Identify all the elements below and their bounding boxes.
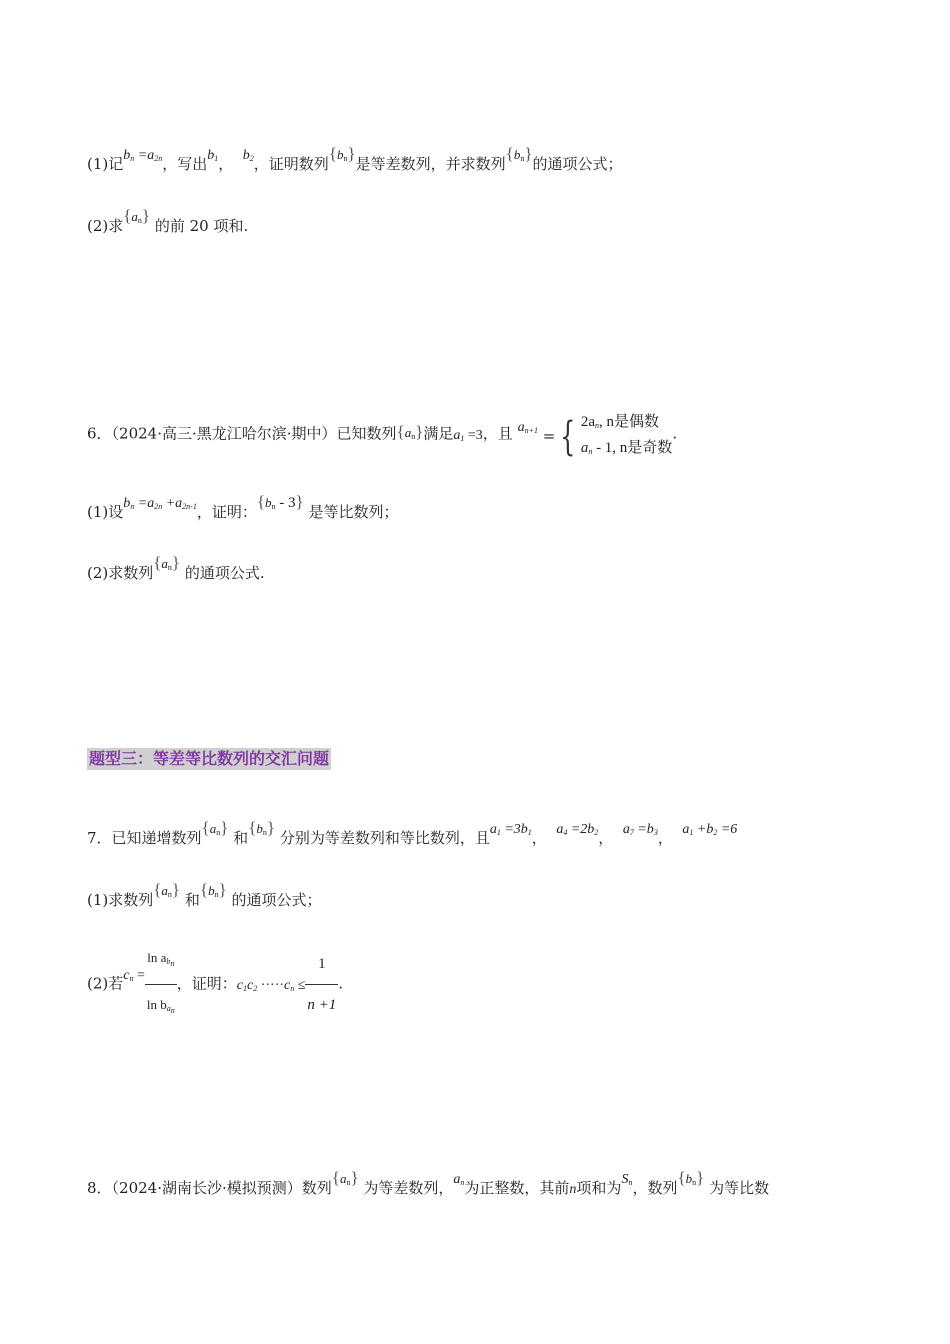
fraction-one: $\frac{1}{n +1}$ [305, 944, 338, 1025]
text: 是等差数列，并求数列 [355, 155, 506, 173]
question-7-part-1 [87, 880, 322, 910]
formula: $a_1 =3$ [453, 427, 483, 443]
set-a: $\{a_n\}$ [396, 422, 424, 441]
text: 项和为 [576, 1179, 622, 1197]
text: ，证明数列 [253, 155, 329, 173]
set-a: $\{a_n\}$ [123, 206, 151, 225]
text: 是等比数列； [308, 503, 399, 521]
set-b: $\{b_n\}$ [677, 1168, 705, 1187]
text: . [672, 424, 678, 443]
section-heading: 题型三：等差等比数列的交汇问题 [89, 749, 330, 768]
set-b: $\{b_n\}$ [328, 144, 356, 163]
question-6-part-2 [87, 553, 265, 583]
text: 的前 20 项和. [154, 217, 249, 235]
text: ， [218, 155, 234, 173]
part-label: (2)求数列 [87, 564, 154, 582]
question-6-part-1 [87, 492, 398, 522]
question-7: 7．已知递增数列$\{a_n\}$ 和$\{b_n\}$ 分别为等差数列和等比数列，且$a_1 =3b_1$， $a_4 =2b_2$， $a_7 =b_3$， $a_1 +b_2 =6$ [87, 818, 738, 847]
part-label: (1)设 [87, 503, 124, 521]
formula: $a_n$ [453, 1172, 465, 1187]
question-number: 7．已知递增数列 [87, 829, 202, 847]
set-a: $\{a_n\}$ [153, 880, 181, 899]
formula: n [569, 1182, 577, 1197]
text: ，证明： [176, 974, 237, 993]
formula: $b_n =a_{2n} +a_{2n-1}$ [123, 496, 197, 511]
piecewise-formula: $a_{n+1}$ = { $2a_n$, n是偶数 $a_n - 1$, n是奇数 [517, 414, 673, 460]
text: ，证明： [196, 503, 257, 521]
question-number: 6． [87, 424, 112, 443]
formula: $a_4 =2b_2$ [556, 822, 599, 837]
formula: $c_1c_2 \cdot\cdot\cdot\cdot\cdot c_n$ ≤ [236, 977, 306, 993]
set-a: $\{a_n\}$ [331, 1168, 359, 1187]
text: 为正整数，其前 [464, 1179, 570, 1197]
text: 为等差数列， [363, 1179, 454, 1197]
part-2 [87, 206, 248, 236]
text: 分别为等差数列和等比数列，且 [279, 829, 490, 847]
formula: $b_n =a_{2n}$ [123, 148, 163, 163]
formula: $b_1$ [207, 148, 219, 163]
set-a: $\{a_n\}$ [201, 818, 229, 837]
text: ，且 [482, 424, 513, 443]
text: （2024·高三·黑龙江哈尔滨·期中）已知数列 [111, 424, 397, 443]
text: 的通项公式； [231, 891, 322, 909]
formula: $a_1 +b_2 =6$ [682, 822, 738, 837]
set-b: $\{b_n\}$ [199, 880, 227, 899]
part-label: (1)求数列 [87, 891, 154, 909]
text: 的通项公式. [184, 564, 265, 582]
text: （2024·湖南长沙·模拟预测）数列 [111, 1179, 332, 1197]
fraction-ln: $\frac{\ln a_{b_n}}{\ln b_{a_n}}$ [145, 938, 177, 1031]
question-8 [87, 1168, 769, 1200]
part-1 [87, 144, 623, 174]
text: 和 [184, 891, 200, 909]
text: ，写出 [162, 155, 208, 173]
question-number: 8． [87, 1179, 112, 1197]
text: 的通项公式； [532, 155, 623, 173]
part-label: (2)求 [87, 217, 124, 235]
text: 为等比数 [709, 1179, 770, 1197]
formula: $S_n$ [621, 1172, 633, 1187]
question-6 [87, 406, 677, 463]
part-label: (2)若 [87, 974, 124, 993]
text: 满足 [423, 424, 454, 443]
text: 和 [233, 829, 249, 847]
part-label: (1)记 [87, 155, 124, 173]
formula: $a_7 =b_3$ [622, 822, 658, 837]
set-a: $\{a_n\}$ [153, 553, 181, 572]
text: ，数列 [632, 1179, 678, 1197]
formula: $a_1 =3b_1$ [489, 822, 532, 837]
formula: $c_n$ = [123, 967, 145, 983]
question-7-part-2: (2)若$c_n$ = $\frac{\ln a_{b_n}}{\ln b_{a_n}}$ ，证明：$c_1c_2 \cdot\cdot\cdot\cdot\cdot c_n$ ≤ $\frac{1}{n +1}$ . [87, 938, 343, 1031]
set-b: $\{b_n\}$ [505, 144, 533, 163]
formula: $b_2$ [242, 148, 254, 163]
set-bn-minus-3: $\{b_n - 3\}$ [256, 492, 304, 511]
set-b: $\{b_n\}$ [248, 818, 276, 837]
